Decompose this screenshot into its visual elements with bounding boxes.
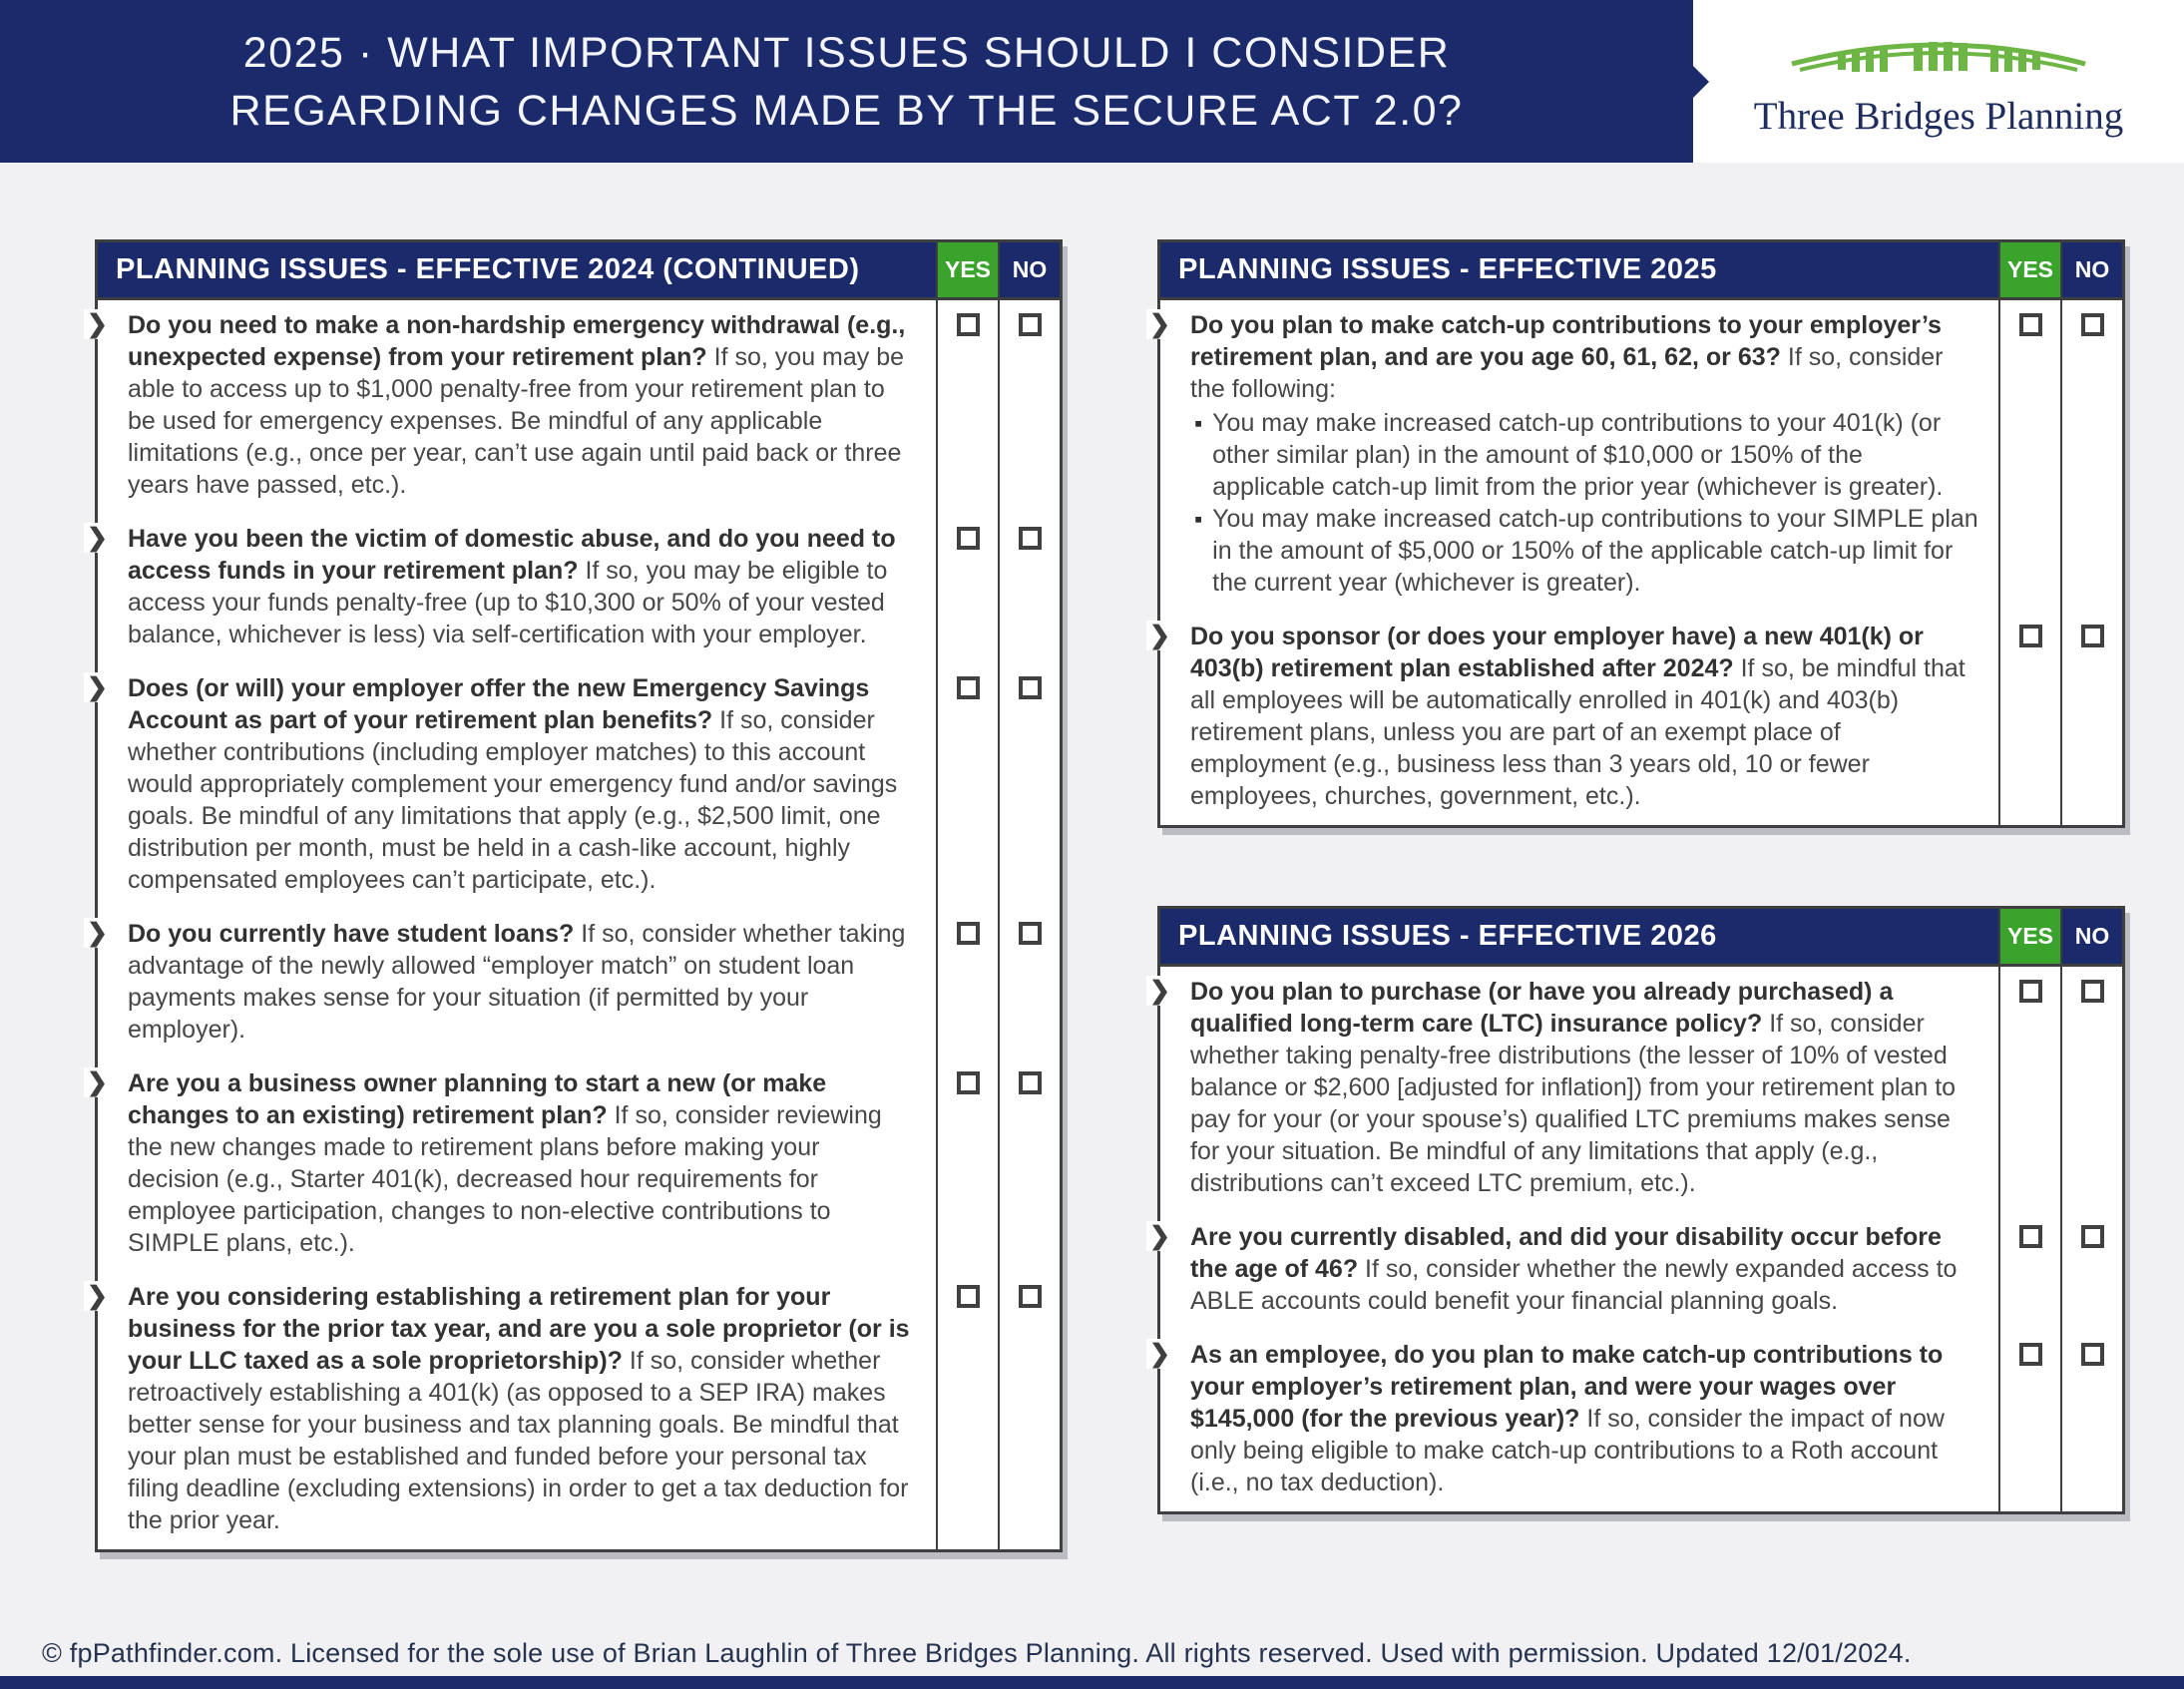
question-bold: Are you a business owner planning to start a new (or make changes to an existing) retirement plan?: [128, 1069, 827, 1129]
question-row-student-loans: [98, 909, 1060, 1058]
bullet-item: [1190, 503, 1978, 599]
yes-cell: [936, 909, 998, 1058]
bullet-text: You may make increased catch-up contributions to your 401(k) (or other similar plan) in the amount of $10,000 or 150% of the applicable catch-up limit from the prior year (whichever is greater).: [1212, 409, 1944, 501]
yes-cell: [936, 663, 998, 909]
yes-checkbox[interactable]: [957, 1285, 980, 1308]
header-arrow-icon: [1693, 66, 1709, 98]
question-rest: If so, you may be able to access up to $1,000 penalty-free from your retirement plan to be used for emergency expenses. Be mindful of any applicable limitations (e.g., once per year, can’t use again until paid back or three years have passed, etc.).: [128, 343, 905, 499]
question-chevron-icon: [84, 672, 111, 702]
table-2025-title: PLANNING ISSUES - EFFECTIVE 2025: [1178, 253, 1717, 285]
question-row-disability-able: [1160, 1212, 2122, 1330]
no-cell: [2060, 1330, 2122, 1511]
question-rest: If so, consider whether the newly expanded access to ABLE accounts could benefit your financial planning goals.: [1190, 1255, 1958, 1315]
no-cell: [998, 663, 1060, 909]
bullet-item: [1190, 407, 1978, 503]
yes-checkbox[interactable]: [2019, 625, 2042, 647]
yes-checkbox[interactable]: [2019, 1225, 2042, 1248]
yes-checkbox[interactable]: [2019, 1343, 2042, 1366]
table-2026-title: PLANNING ISSUES - EFFECTIVE 2026: [1178, 920, 1717, 952]
no-cell: [998, 514, 1060, 663]
question-chevron-icon: [84, 1281, 111, 1311]
question-text: [1160, 612, 1998, 825]
table-planning-2025: [1157, 239, 2125, 828]
no-checkbox[interactable]: [2081, 313, 2104, 336]
question-rest: If so, be mindful that all employees will be automatically enrolled in 401(k) and 403(b) retirement plans, unless you are part of an exempt place of employment (e.g., business less than 3 years old, 10 or fewer employees, churches, government, etc.).: [1190, 654, 1966, 810]
yes-checkbox[interactable]: [957, 527, 980, 550]
no-cell: [2060, 612, 2122, 825]
yes-cell: [936, 1272, 998, 1549]
question-rest: If so, consider whether retroactively establishing a 401(k) (as opposed to a SEP IRA) makes better sense for your business and tax planning goals. Be mindful that your plan must be established and funded before your personal tax filing deadline (excluding extensions) in order to get a tax deduction for the prior year.: [128, 1347, 909, 1534]
yes-column-header: YES: [1998, 242, 2060, 297]
no-column-header: NO: [2060, 909, 2122, 964]
question-rest: If so, you may be eligible to access your funds penalty-free (up to $10,300 or 50% of your vested balance, whichever is less) via self-certification with your employer.: [128, 557, 888, 648]
no-checkbox[interactable]: [2081, 980, 2104, 1003]
table-2025-body: [1160, 300, 2122, 825]
square-bullet-icon: [1194, 503, 1202, 599]
yes-checkbox[interactable]: [2019, 980, 2042, 1003]
yes-cell: [936, 1058, 998, 1272]
question-chevron-icon: [84, 523, 111, 553]
question-rest: If so, consider whether taking advantage of the newly allowed “employer match” on student loan payments makes sense for your situation (if permitted by your employer).: [128, 920, 906, 1044]
question-chevron-icon: [84, 1067, 111, 1097]
question-bold: Do you plan to make catch-up contributions to your employer’s retirement plan, and are you age 60, 61, 62, or 63?: [1190, 311, 1942, 371]
question-text: [98, 300, 936, 514]
question-text: [1160, 300, 1998, 612]
yes-column-header: YES: [1998, 909, 2060, 964]
left-column: [95, 239, 1063, 1552]
no-cell: [998, 909, 1060, 1058]
yes-cell: [936, 514, 998, 663]
yes-checkbox[interactable]: [2019, 313, 2042, 336]
header-title-band: [0, 0, 1693, 163]
yes-column-header: YES: [936, 242, 998, 297]
question-row-roth-catch-up-145k: [1160, 1330, 2122, 1511]
license-footer: © fpPathfinder.com. Licensed for the sole use of Brian Laughlin of Three Bridges Planning. All rights reserved. Used with permission. Updated 12/01/2024.: [42, 1638, 1912, 1668]
page-title-line-2: REGARDING CHANGES MADE BY THE SECURE ACT 2.0?: [229, 86, 1464, 135]
yes-cell: [1998, 300, 2060, 612]
yes-cell: [1998, 1330, 2060, 1511]
table-2026-body: [1160, 967, 2122, 1511]
question-row-ltc-insurance: [1160, 967, 2122, 1212]
question-chevron-icon: [84, 918, 111, 948]
brand-logo-box: [1693, 0, 2184, 163]
no-cell: [2060, 967, 2122, 1212]
no-checkbox[interactable]: [1019, 922, 1042, 945]
question-bold: As an employee, do you plan to make catch-up contributions to your employer’s retirement plan, and were your wages over $145,000 (for the previous year)?: [1190, 1341, 1944, 1433]
yes-cell: [1998, 612, 2060, 825]
bullet-text: You may make increased catch-up contributions to your SIMPLE plan in the amount of $5,000 or 150% of the applicable catch-up limit for the current year (whichever is greater).: [1212, 505, 1978, 597]
question-chevron-icon: [1146, 1339, 1173, 1369]
bullet-list: [1190, 407, 1978, 599]
question-rest: If so, consider reviewing the new changes made to retirement plans before making your decision (e.g., Starter 401(k), decreased hour requirements for employee participation, changes to non-elective contributions to SIMPLE plans, etc.).: [128, 1101, 882, 1257]
question-rest: If so, consider the impact of now only being eligible to make catch-up contributions to a Roth account (i.e., no tax deduction).: [1190, 1405, 1945, 1496]
no-checkbox[interactable]: [1019, 676, 1042, 699]
question-text: [1160, 1212, 1998, 1330]
question-row-emergency-savings-account: [98, 663, 1060, 909]
yes-checkbox[interactable]: [957, 1071, 980, 1094]
question-row-new-401k-403b: [1160, 612, 2122, 825]
three-bridges-logo-icon: [1786, 24, 2091, 86]
yes-checkbox[interactable]: [957, 676, 980, 699]
question-chevron-icon: [1146, 1221, 1173, 1251]
question-text: [98, 1058, 936, 1272]
square-bullet-icon: [1194, 407, 1202, 503]
question-text: [1160, 1330, 1998, 1511]
question-row-catch-up-60-63: [1160, 300, 2122, 612]
no-cell: [2060, 300, 2122, 612]
question-row-emergency-withdrawal: [98, 300, 1060, 514]
yes-checkbox[interactable]: [957, 922, 980, 945]
no-column-header: NO: [998, 242, 1060, 297]
question-text: [98, 663, 936, 909]
question-text: [98, 514, 936, 663]
page-header: [0, 0, 2184, 163]
bottom-navy-bar: [0, 1676, 2184, 1689]
no-checkbox[interactable]: [1019, 1285, 1042, 1308]
question-chevron-icon: [1146, 621, 1173, 650]
no-cell: [998, 1272, 1060, 1549]
question-chevron-icon: [1146, 976, 1173, 1006]
no-checkbox[interactable]: [1019, 313, 1042, 336]
question-bold: Does (or will) your employer offer the new Emergency Savings Account as part of your retirement plan benefits?: [128, 674, 870, 734]
no-checkbox[interactable]: [1019, 527, 1042, 550]
question-bold: Are you considering establishing a retirement plan for your business for the prior tax year, and are you a sole proprietor (or is your LLC taxed as a sole proprietorship)?: [128, 1283, 910, 1375]
question-row-prior-year-plan: [98, 1272, 1060, 1549]
no-cell: [998, 300, 1060, 514]
question-bold: Do you currently have student loans?: [128, 920, 575, 948]
question-bold: Do you plan to purchase (or have you already purchased) a qualified long-term care (LTC) insurance policy?: [1190, 978, 1894, 1038]
yes-cell: [1998, 967, 2060, 1212]
question-bold: Have you been the victim of domestic abuse, and do you need to access funds in your retirement plan?: [128, 525, 896, 585]
question-text: [98, 909, 936, 1058]
no-checkbox[interactable]: [1019, 1071, 1042, 1094]
question-chevron-icon: [1146, 309, 1173, 339]
no-cell: [2060, 1212, 2122, 1330]
question-bold: Do you sponsor (or does your employer have) a new 401(k) or 403(b) retirement plan established after 2024?: [1190, 623, 1924, 682]
question-rest: If so, consider the following:: [1190, 343, 1944, 403]
no-checkbox[interactable]: [2081, 1343, 2104, 1366]
no-checkbox[interactable]: [2081, 1225, 2104, 1248]
question-text: [98, 1272, 936, 1549]
table-2026-header: [1160, 909, 2122, 967]
brand-name: Three Bridges Planning: [1753, 95, 2124, 138]
table-2024-header: [98, 242, 1060, 300]
question-rest: If so, consider whether contributions (including employer matches) to this account would appropriately complement your emergency fund and/or savings goals. Be mindful of any limitations that apply (e.g., $2,500 limit, one distribution per month, must be held in a cash-like account, highly compensated employees can’t participate, etc.).: [128, 706, 898, 894]
no-cell: [998, 1058, 1060, 1272]
question-rest: If so, consider whether taking penalty-free distributions (the lesser of 10% of vested balance or $2,600 [adjusted for inflation]) from your retirement plan to pay for your (or your spouse’s) qualified LTC premiums makes sense for your situation. Be mindful of any limitations that apply (e.g., distributions can’t exceed LTC premium, etc.).: [1190, 1010, 1957, 1197]
page-title-line-1: 2025 · WHAT IMPORTANT ISSUES SHOULD I CONSIDER: [242, 28, 1451, 77]
table-2025-header: [1160, 242, 2122, 300]
question-row-business-owner-new-plan: [98, 1058, 1060, 1272]
no-column-header: NO: [2060, 242, 2122, 297]
yes-cell: [1998, 1212, 2060, 1330]
yes-cell: [936, 300, 998, 514]
right-column: [1157, 239, 2125, 1514]
table-planning-2024: [95, 239, 1063, 1552]
table-2024-body: [98, 300, 1060, 1549]
table-planning-2026: [1157, 906, 2125, 1514]
table-2024-title: PLANNING ISSUES - EFFECTIVE 2024 (CONTINUED): [116, 253, 860, 285]
no-checkbox[interactable]: [2081, 625, 2104, 647]
question-bold: Do you need to make a non-hardship emergency withdrawal (e.g., unexpected expense) from your retirement plan?: [128, 311, 906, 371]
question-chevron-icon: [84, 309, 111, 339]
question-text: [1160, 967, 1998, 1212]
question-bold: Are you currently disabled, and did your disability occur before the age of 46?: [1190, 1223, 1942, 1283]
question-row-domestic-abuse: [98, 514, 1060, 663]
yes-checkbox[interactable]: [957, 313, 980, 336]
